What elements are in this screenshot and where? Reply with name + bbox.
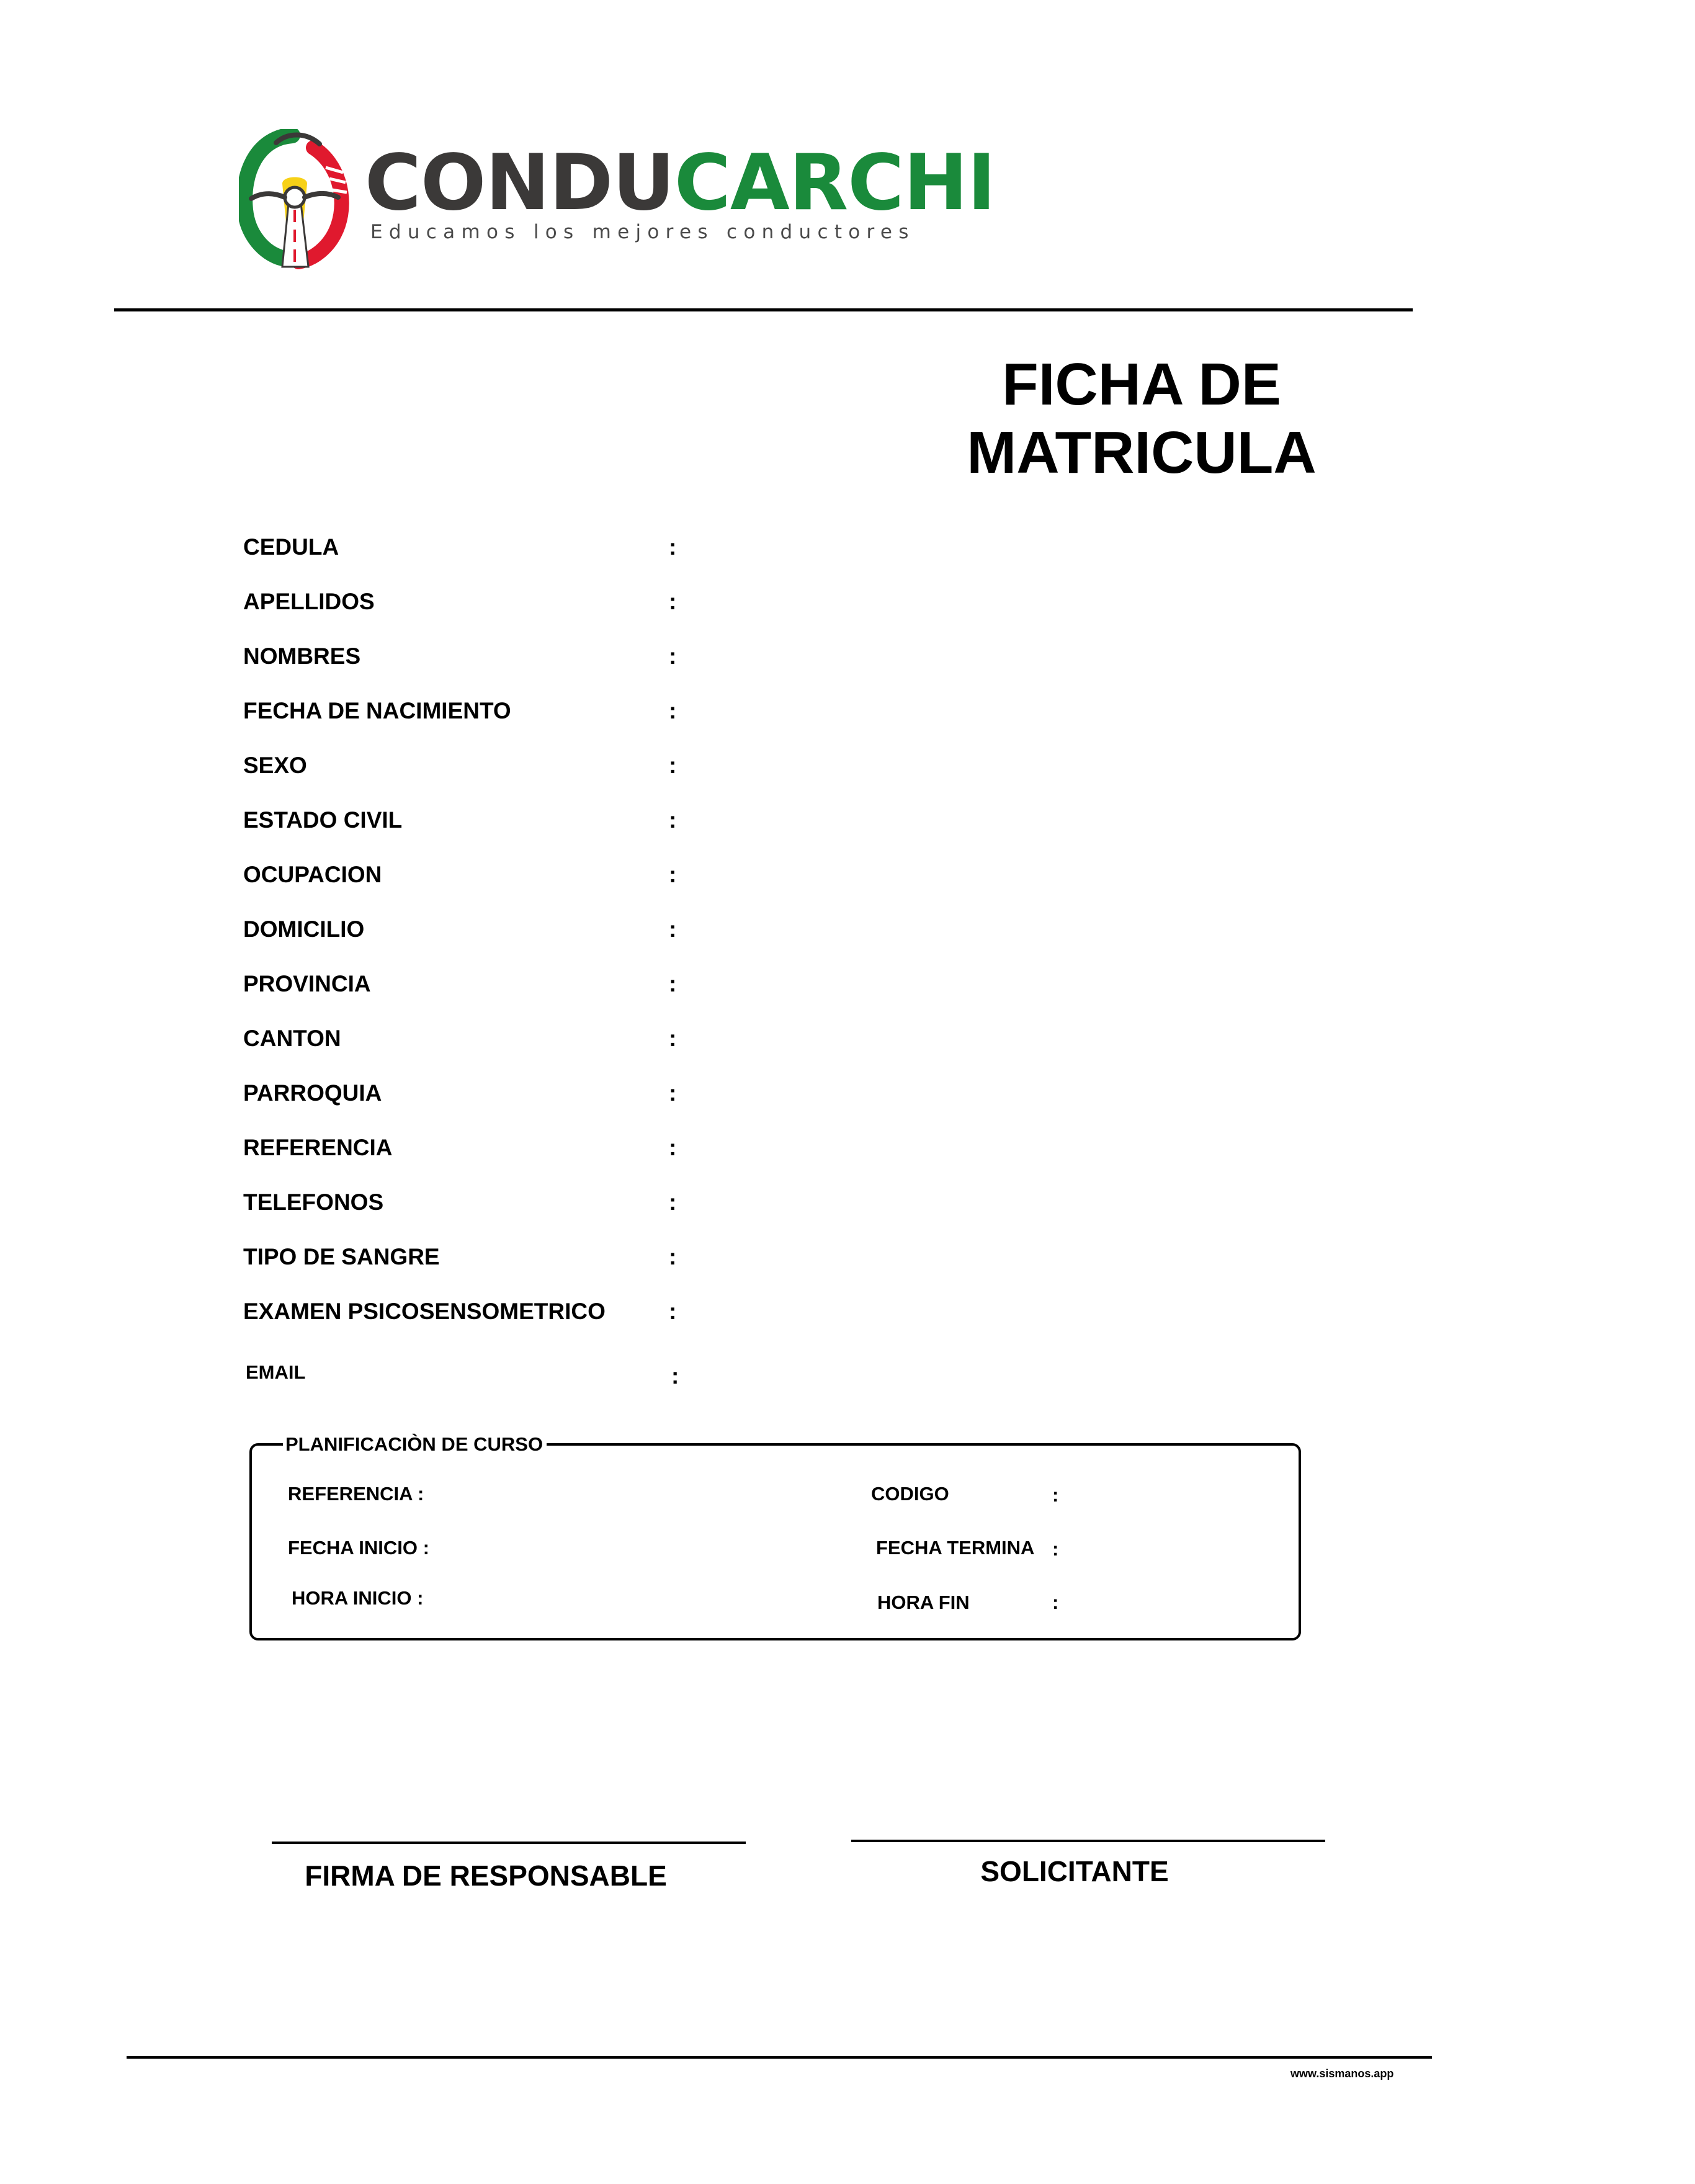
page-title <box>943 351 1340 487</box>
field-estado-civil <box>243 805 715 860</box>
brand-name <box>365 138 996 228</box>
field-label: NOMBRES <box>243 643 361 669</box>
field-label: FECHA DE NACIMIENTO <box>243 698 511 723</box>
plan-codigo: CODIGO <box>871 1483 949 1505</box>
field-parroquia <box>243 1078 715 1133</box>
field-colon: : <box>669 1135 677 1160</box>
field-colon: : <box>669 1244 677 1269</box>
field-apellidos <box>243 587 715 642</box>
field-label: OCUPACION <box>243 862 382 887</box>
field-colon: : <box>669 1026 677 1051</box>
field-colon: : <box>669 916 677 942</box>
field-referencia <box>243 1133 715 1188</box>
field-label: EMAIL <box>246 1361 306 1383</box>
field-colon: : <box>669 807 677 833</box>
plan-fecha-inicio: FECHA INICIO : <box>288 1537 429 1559</box>
field-nombres <box>243 642 715 696</box>
signature-line-responsable <box>272 1842 746 1844</box>
field-colon: : <box>669 534 677 560</box>
field-colon: : <box>669 1080 677 1106</box>
brand-name-part-b: CARCHI <box>674 138 996 228</box>
signature-label-responsable: FIRMA DE RESPONSABLE <box>305 1860 667 1892</box>
field-label: EXAMEN PSICOSENSOMETRICO <box>243 1299 606 1324</box>
field-telefonos <box>243 1188 715 1242</box>
field-label: CANTON <box>243 1026 341 1051</box>
plan-hora-fin: HORA FIN <box>877 1591 970 1613</box>
field-cedula <box>243 532 715 587</box>
footer-divider <box>127 2056 1432 2059</box>
field-colon: : <box>671 1363 679 1389</box>
field-colon: : <box>669 589 677 614</box>
field-label: TIPO DE SANGRE <box>243 1244 440 1269</box>
field-colon: : <box>669 1189 677 1215</box>
course-planning-box <box>249 1433 1301 1640</box>
field-sexo <box>243 751 715 805</box>
field-colon: : <box>669 862 677 887</box>
brand-name-part-a: CONDU <box>365 138 674 228</box>
header-divider <box>114 308 1413 311</box>
course-planning-legend: PLANIFICACIÒN DE CURSO <box>283 1431 547 1458</box>
signature-line-solicitante <box>851 1840 1325 1842</box>
field-colon: : <box>669 971 677 996</box>
field-ocupacion <box>243 860 715 915</box>
field-label: DOMICILIO <box>243 916 365 942</box>
plan-hora-fin-colon: : <box>1052 1591 1059 1613</box>
field-email <box>243 1351 715 1406</box>
field-colon: : <box>669 698 677 723</box>
field-label: APELLIDOS <box>243 589 375 614</box>
field-examen-psicosensometrico <box>243 1297 715 1351</box>
field-canton <box>243 1024 715 1078</box>
field-label: PARROQUIA <box>243 1080 382 1106</box>
field-label: ESTADO CIVIL <box>243 807 403 833</box>
field-label: REFERENCIA <box>243 1135 393 1160</box>
plan-referencia: REFERENCIA : <box>288 1483 424 1505</box>
plan-fecha-termina-colon: : <box>1052 1538 1059 1560</box>
page-title-line-1: FICHA DE <box>1002 351 1281 418</box>
plan-codigo-colon: : <box>1052 1484 1059 1506</box>
page-title-line-2: MATRICULA <box>967 419 1317 486</box>
signature-label-solicitante: SOLICITANTE <box>980 1855 1169 1887</box>
student-fields <box>243 532 715 1406</box>
footer-url: www.sismanos.app <box>1290 2067 1394 2080</box>
brand-logo <box>239 129 996 278</box>
field-fecha-nacimiento <box>243 696 715 751</box>
steering-wheel-logo-icon <box>239 129 351 272</box>
field-tipo-sangre <box>243 1242 715 1297</box>
plan-hora-inicio: HORA INICIO : <box>292 1587 424 1609</box>
brand-tagline: Educamos los mejores conductores <box>370 221 915 243</box>
field-domicilio <box>243 915 715 969</box>
field-colon: : <box>669 643 677 669</box>
plan-fecha-termina: FECHA TERMINA <box>876 1537 1035 1559</box>
field-label: PROVINCIA <box>243 971 371 996</box>
field-label: TELEFONOS <box>243 1189 384 1215</box>
field-label: SEXO <box>243 753 307 778</box>
field-colon: : <box>669 1299 677 1324</box>
field-label: CEDULA <box>243 534 339 560</box>
field-colon: : <box>669 753 677 778</box>
field-provincia <box>243 969 715 1024</box>
